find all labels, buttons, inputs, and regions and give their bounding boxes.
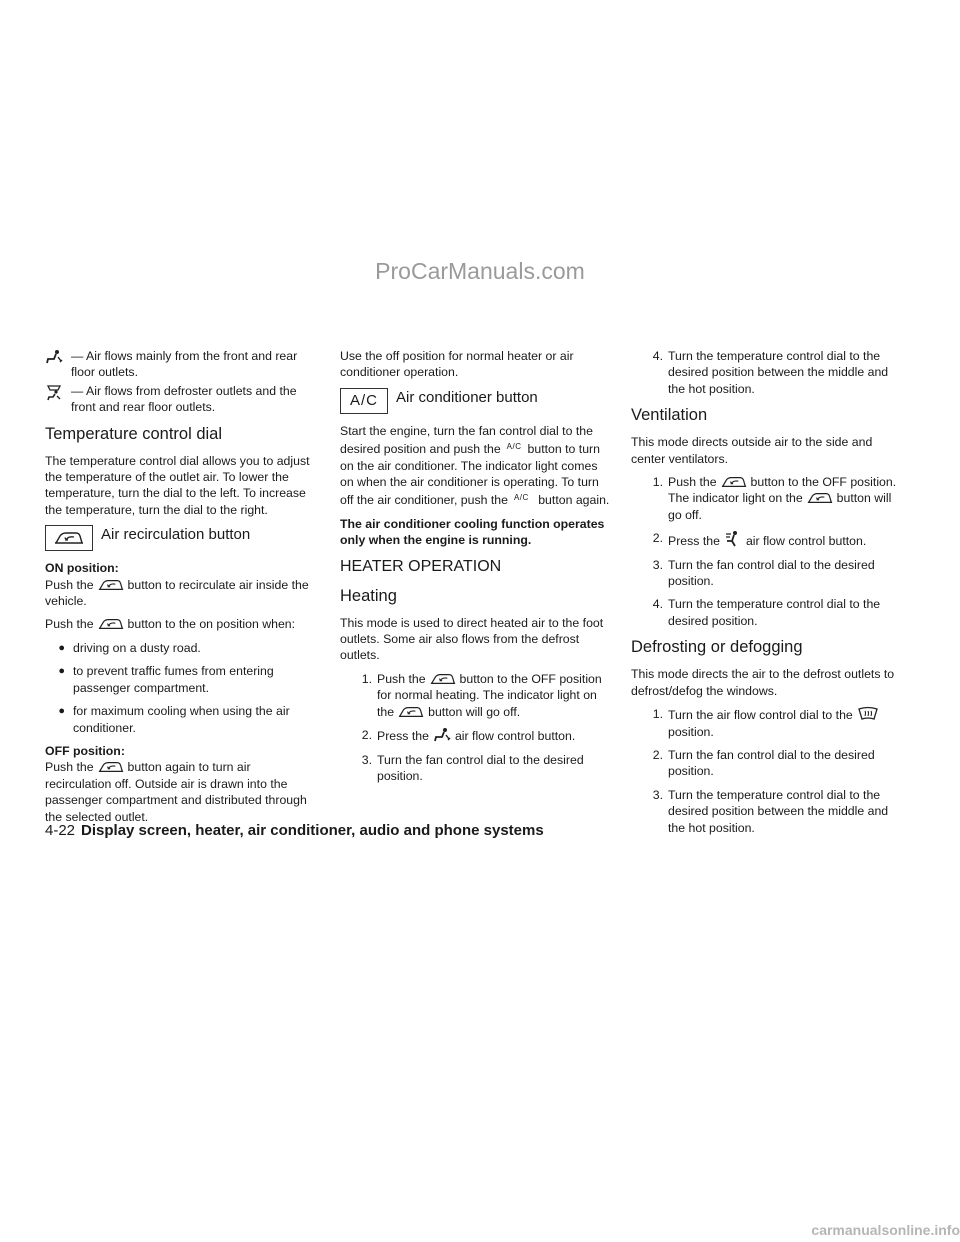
recirculation-icon bbox=[98, 760, 124, 774]
heating-heading: Heating bbox=[340, 586, 397, 605]
list-item: ● driving on a dusty road. bbox=[58, 640, 201, 655]
temperature-control-body: The temperature control dial allows you to adjust the temperature of the outlet air. To lower the temperature, turn the dial to the left. To increase the temperature, turn the dial to the right. bbox=[45, 453, 310, 517]
mode-floor-text: — Air flows mainly from the front and rear floor outlets. bbox=[71, 349, 298, 380]
air-conditioner-paragraph: Start the engine, turn the fan control dial to the desired position and push the $^{A/C}$ button to turn on the air conditioner. The indicator light comes on when the air conditioner is operating. To turn off the air conditioner, push the $^{A/C}$ button again. bbox=[340, 423, 610, 508]
list-item: 1. Push the button to the OFF position. The indicator light on the button will go off. bbox=[652, 475, 897, 522]
list-item: 1. Turn the air flow control dial to theposition. bbox=[631, 706, 905, 740]
mode-floor-defrost-row bbox=[45, 383, 319, 416]
recirculation-icon bbox=[721, 475, 747, 489]
off-position-intro: Use the off position for normal heater or air conditioner operation. bbox=[340, 349, 574, 380]
heater-operation-heading: HEATER OPERATION bbox=[340, 557, 502, 575]
on-position-label: ON position: bbox=[45, 561, 119, 576]
list-item: 4. Turn the temperature control dial to the desired position between the middle and the hot position. bbox=[652, 349, 889, 396]
heating-body: This mode is used to direct heated air to the foot outlets. Some air also flows from the defrost outlets. bbox=[340, 615, 604, 663]
air-conditioner-heading: Air conditioner button bbox=[396, 388, 538, 406]
list-item: 2. Turn the fan control dial to the desired position. bbox=[652, 747, 875, 779]
list-item: 2. Press the air flow control button. bbox=[361, 728, 576, 744]
list-item: 2. Press the air flow control button. bbox=[652, 531, 867, 549]
off-position-label: OFF position: bbox=[45, 743, 125, 758]
off-position-paragraph: Push the button again to turn air recirculation off. Outside air is drawn into the passenger compartment and distributed through the selected outlet. bbox=[45, 760, 307, 824]
list-item: 1. Push the button to the OFF position for normal heating. The indicator light on the button will go off. bbox=[361, 671, 602, 719]
air-recirculation-heading-row bbox=[45, 525, 319, 551]
column-middle bbox=[340, 348, 614, 791]
list-item: 3. Turn the temperature control dial to the desired position between the middle and the hot position. bbox=[652, 787, 889, 835]
temperature-control-heading: Temperature control dial bbox=[45, 424, 223, 443]
defrost-icon bbox=[857, 706, 879, 722]
list-item: ● for maximum cooling when using the air conditioner. bbox=[58, 704, 290, 735]
page-footer bbox=[45, 822, 544, 839]
ventilation-body: This mode directs outside air to the side and center ventilators. bbox=[631, 435, 873, 466]
floor-airflow-icon bbox=[433, 727, 451, 743]
mode-floor-row bbox=[45, 348, 319, 381]
air-recirculation-heading: Air recirculation button bbox=[101, 526, 251, 544]
ac-heading-icon: A/C bbox=[340, 388, 388, 414]
recirculation-icon bbox=[98, 617, 124, 631]
defrosting-heading: Defrosting or defogging bbox=[631, 638, 803, 657]
list-item: 3. Turn the fan control dial to the desired position. bbox=[652, 557, 875, 589]
watermark-carmanualsonline: carmanualsonline.info bbox=[811, 1222, 960, 1238]
column-left bbox=[45, 348, 319, 832]
ventilation-heading: Ventilation bbox=[631, 406, 708, 425]
air-recirculation-heading-icon bbox=[45, 525, 93, 551]
floor-airflow-icon bbox=[45, 349, 63, 365]
list-item: 4. Turn the temperature control dial to the desired position. bbox=[652, 597, 881, 628]
recirculation-icon bbox=[98, 578, 124, 592]
recirculation-icon bbox=[430, 672, 456, 686]
list-item: 3. Turn the fan control dial to the desired position. bbox=[361, 752, 584, 783]
ac-icon: A/C bbox=[513, 493, 529, 503]
mode-floor-defrost-text: — Air flows from defroster outlets and the front and rear floor outlets. bbox=[71, 383, 297, 415]
column-right bbox=[631, 348, 905, 843]
watermark-procarmanuals: ProCarManuals.com bbox=[375, 258, 585, 284]
list-item: ● to prevent traffic fumes from entering passenger compartment. bbox=[58, 664, 274, 695]
ac-warning-note: The air conditioner cooling function operates only when the engine is running. bbox=[340, 516, 605, 548]
ac-icon: A/C bbox=[506, 442, 522, 452]
on-position-paragraph-2: Push the button to the on position when: bbox=[45, 617, 296, 632]
section-title: Display screen, heater, air conditioner, audio and phone systems bbox=[81, 822, 544, 839]
defrosting-body: This mode directs the air to the defrost outlets to defrost/defog the windows. bbox=[631, 667, 895, 698]
recirculation-icon bbox=[807, 491, 833, 505]
on-position-paragraph-1: Push the button to recirculate air inside the vehicle. bbox=[45, 577, 309, 609]
air-conditioner-heading-row bbox=[340, 388, 614, 414]
floor-defrost-airflow-icon bbox=[45, 384, 63, 402]
vent-airflow-icon bbox=[724, 530, 742, 548]
page-number: 4-22 bbox=[45, 822, 76, 839]
recirculation-icon bbox=[398, 705, 424, 719]
